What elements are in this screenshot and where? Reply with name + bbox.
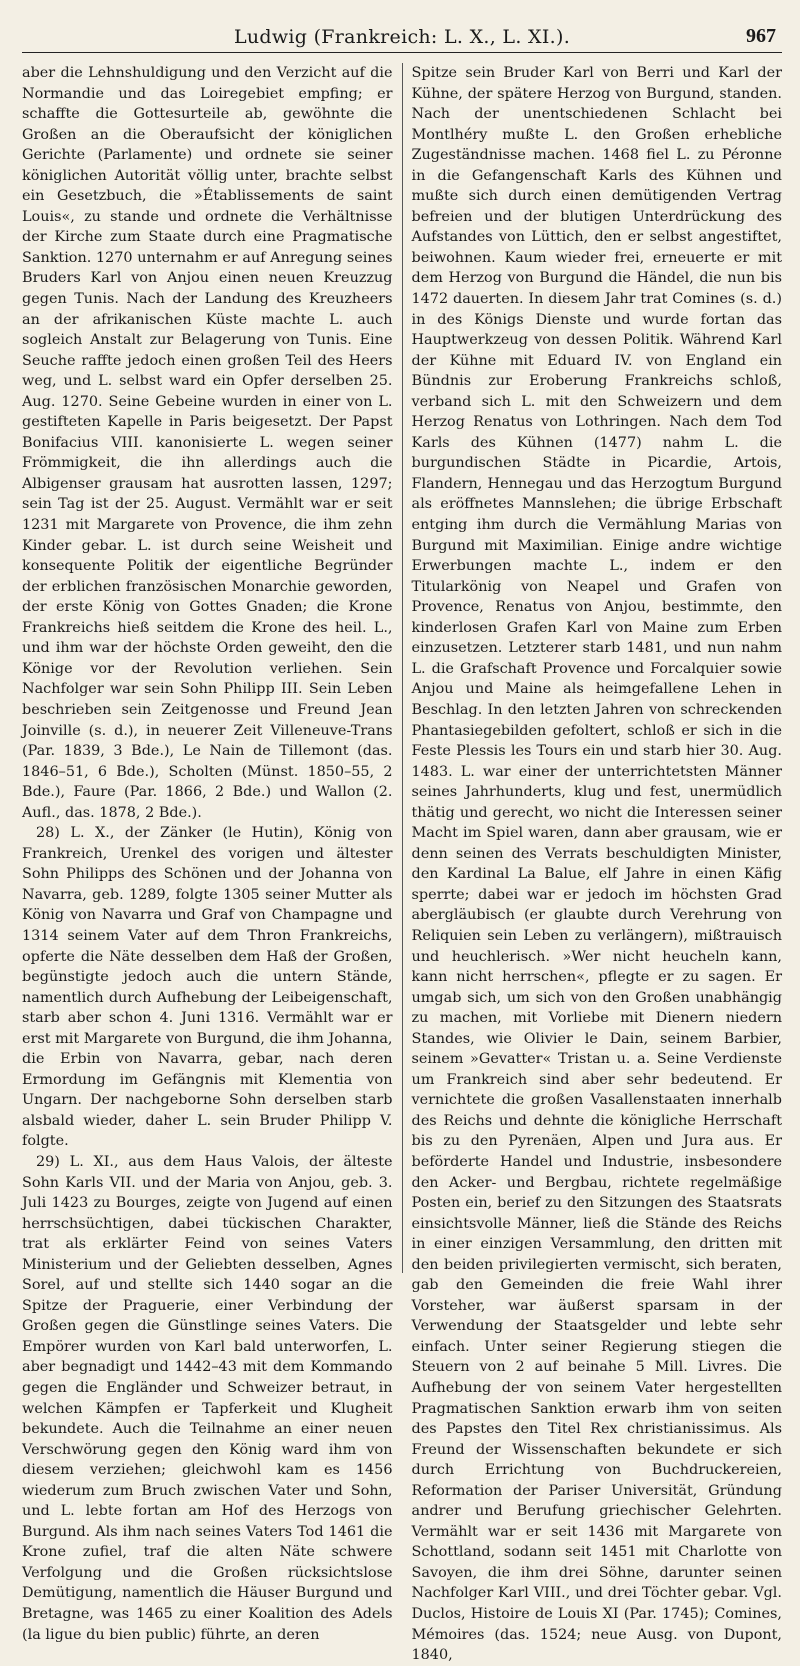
page-number: 967 [746, 25, 776, 47]
paragraph-louis-xi: 29) L. XI., aus dem Haus Valois, der älteste Sohn Karls VII. und der Maria von Anjou, geb. 3. Juli 1423 zu Bourges, zeigte von Jugend auf einen herrschsüchtigen, dabei tückischen Charakter, trat als erklärter Feind von seines Vaters Ministerium und der Geliebten desselben, Agnes Sorel, auf und stellte sich 1440 sogar an die Spitze der Praguerie, einer Verbindung der Großen gegen die Günstlinge seines Vaters. Die Empörer wurden von Karl bald unterworfen, L. aber begnadigt und 1442–43 mit dem Kommando gegen die Engländer und Schweizer betraut, in welchen Kämpfen er Tapferkeit und Klugheit bekundete. Auch die Teilnahme an einer neuen Verschwörung gegen den König ward ihm von diesem verziehen; gleichwohl kam es 1456 wiederum zum Bruch zwischen Vater und Sohn, und L. lebte fortan am Hof des Herzogs von Burgund. Als ihm nach seines Vaters Tod 1461 die Krone zufiel, traf die alten Näte schwere Verfolgung und die Großen rücksichtslose Demütigung, namentlich die Häuser Burgund und Bretagne, was 1465 zu einer Koalition des Adels (la ligue du bien public) führte, an deren [22, 1153, 393, 1643]
text-columns [22, 63, 782, 1664]
paragraph-louis-ix-continued: aber die Lehnshuldigung und den Verzicht auf die Normandie und das Loiregebiet empfing; er schaffte die Gottesurteile ab, gewöhnte die Großen an die Oberaufsicht der königlichen Gerichte (Parlamente) und ordnete sie seiner königlichen Autorität völlig unter, brachte selbst ein Gesetzbuch, die »Établissements de saint Louis«, zu stande und ordnete die Verhältnisse der Kirche zum Staate durch eine Pragmatische Sanktion. 1270 unternahm er auf Anregung seines Bruders Karl von Anjou einen neuen Kreuzzug gegen Tunis. Nach der Landung des Kreuzheers an der afrikanischen Küste machte L. auch sogleich Anstalt zur Belagerung von Tunis. Eine Seuche raffte jedoch einen großen Teil des Heers weg, und L. selbst ward ein Opfer derselben 25. Aug. 1270. Seine Gebeine wurden in einer von L. gestifteten Kapelle in Paris beigesetzt. Der Papst Bonifacius VIII. kanonisierte L. wegen seiner Frömmigkeit, die ihn allerdings auch die Albigenser grausam hat ausrotten lassen, 1297; sein Tag ist der 25. August. Vermählt war er seit 1231 mit Margarete von Provence, die ihm zehn Kinder gebar. L. ist durch seine Weisheit und konsequente Politik der eigentliche Begründer der erblichen französischen Monarchie geworden, der erste König von Gottes Gnaden; die Krone Frankreichs hieß seitdem die Krone des heil. L., und ihm war der höchste Orden geweiht, den die Könige vor der Revolution verliehen. Sein Nachfolger war sein Sohn Philipp III. Sein Leben beschrieben sein Zeitgenosse und Freund Jean Joinville (s. d.), in neuerer Zeit Villeneuve-Trans (Par. 1839, 3 Bde.), Le Nain de Tillemont (das. 1846–51, 6 Bde.), Scholten (Münst. 1850–55, 2 Bde.), Faure (Par. 1866, 2 Bde.) und Wallon (2. Aufl., das. 1878, 2 Bde.). [22, 65, 393, 821]
page-header [22, 22, 782, 53]
paragraph-louis-x: 28) L. X., der Zänker (le Hutin), König von Frankreich, Urenkel des vorigen und ältester Sohn Philipps des Schönen und der Johanna von Navarra, geb. 1289, folgte 1305 seiner Mutter als König von Navarra und Graf von Champagne und 1314 seinem Vater auf dem Thron Frankreichs, opferte die Näte desselben dem Haß der Großen, begünstigte jedoch auch die untern Stände, namentlich durch Aufhebung der Leibeigenschaft, starb aber schon 4. Juni 1316. Vermählt war er erst mit Margarete von Burgund, die ihm Johanna, die Erbin von Navarra, gebar, nach deren Ermordung im Gefängnis mit Klementia von Ungarn. Der nachgeborne Sohn derselben starb alsbald wieder, daher L. sein Bruder Philipp V. folgte. [22, 825, 393, 1150]
right-column [403, 63, 783, 1664]
running-head: Ludwig (Frankreich: L. X., L. XI.). [233, 26, 571, 48]
paragraph-louis-xi-continued: Spitze sein Bruder Karl von Berri und Karl der Kühne, der spätere Herzog von Burgund, standen. Nach der unentschiedenen Schlacht bei Montlhéry mußte L. den Großen erhebliche Zugeständnisse machen. 1468 fiel L. zu Péronne in die Gefangenschaft Karls des Kühnen und mußte sich durch einen demütigenden Vertrag befreien und der blutigen Unterdrückung des Aufstandes von Lüttich, den er selbst angestiftet, beiwohnen. Kaum wieder frei, erneuerte er mit dem Herzog von Burgund die Händel, die nun bis 1472 dauerten. In diesem Jahr trat Comines (s. d.) in des Königs Dienste und wurde fortan das Hauptwerkzeug von dessen Politik. Während Karl der Kühne mit Eduard IV. von England ein Bündnis zur Eroberung Frankreichs schloß, verband sich L. mit den Schweizern und dem Herzog Renatus von Lothringen. Nach dem Tod Karls des Kühnen (1477) nahm L. die burgundischen Städte in Picardie, Artois, Flandern, Hennegau und das Herzogtum Burgund als eröffnetes Mannslehen; die übrige Erbschaft entging ihm durch die Vermählung Marias von Burgund mit Maximilian. Einige andre wichtige Erwerbungen machte L., indem er den Titularkönig von Neapel und Grafen von Provence, Renatus von Anjou, bestimmte, den kinderlosen Grafen Karl von Maine zum Erben einzusetzen. Letzterer starb 1481, und nun nahm L. die Grafschaft Provence und Forcalquier sowie Anjou und Maine als heimgefallene Lehen in Beschlag. In den letzten Jahren von schreckenden Phantasiegebilden gefoltert, schloß er sich in die Feste Plessis les Tours ein und starb hier 30. Aug. 1483. L. war einer der unterrichtetsten Männer seines Jahrhunderts, klug und fest, unermüdlich thätig und gerecht, wo nicht die Interessen seiner Macht im Spiel waren, dann aber grausam, wie er denn seinen des Verrats beschuldigten Minister, den Kardinal La Balue, elf Jahre in einen Käfig sperrte; dabei war er jedoch im höchsten Grad abergläubisch (er glaubte durch Verehrung von Reliquien sein Leben zu verlängern), mißtrauisch und heuchlerisch. »Wer nicht heucheln kann, kann nicht herrschen«, pflegte er zu sagen. Er umgab sich, um sich von den Großen unabhängig zu machen, mit Vorliebe mit Dienern niedern Standes, wie Olivier le Dain, seinem Barbier, seinem »Gevatter« Tristan u. a. Seine Verdienste um Frankreich sind aber sehr bedeutend. Er vernichtete die großen Vasallenstaaten innerhalb des Reichs und dehnte die königliche Herrschaft bis zu den Pyrenäen, Alpen und Jura aus. Er beförderte Handel und Industrie, insbesondere den Acker- und Bergbau, richtete regelmäßige Posten ein, berief zu den Sitzungen des Staatsrats einsichtsvolle Männer, ließ die Stände des Reichs in einer einzigen Versammlung, den dritten mit den beiden privilegierten vermischt, sich beraten, gab den Gemeinden die freie Wahl ihrer Vorsteher, war äußerst sparsam in der Verwendung der Staatsgelder und lebte sehr einfach. Unter seiner Regierung stiegen die Steuern von 2 auf beinahe 5 Mill. Livres. Die Aufhebung der von seinem Vater hergestellten Pragmatischen Sanktion erwarb ihm von seiten des Papstes den Titel Rex christianissimus. Als Freund der Wissenschaften bekundete er sich durch Errichtung von Buchdruckereien, Reformation der Pariser Universität, Gründung andrer und Berufung griechischer Gelehrten. Vermählt war er seit 1436 mit Margarete von Schottland, sodann seit 1451 mit Charlotte von Savoyen, die ihm drei Söhne, darunter seinen Nachfolger Karl VIII., und drei Töchter gebar. Vgl. Duclos, Histoire de Louis XI (Par. 1745); Comines, Mémoires (das. 1524; neue Ausg. von Dupont, 1840, [411, 65, 782, 1664]
left-column [22, 63, 403, 1643]
